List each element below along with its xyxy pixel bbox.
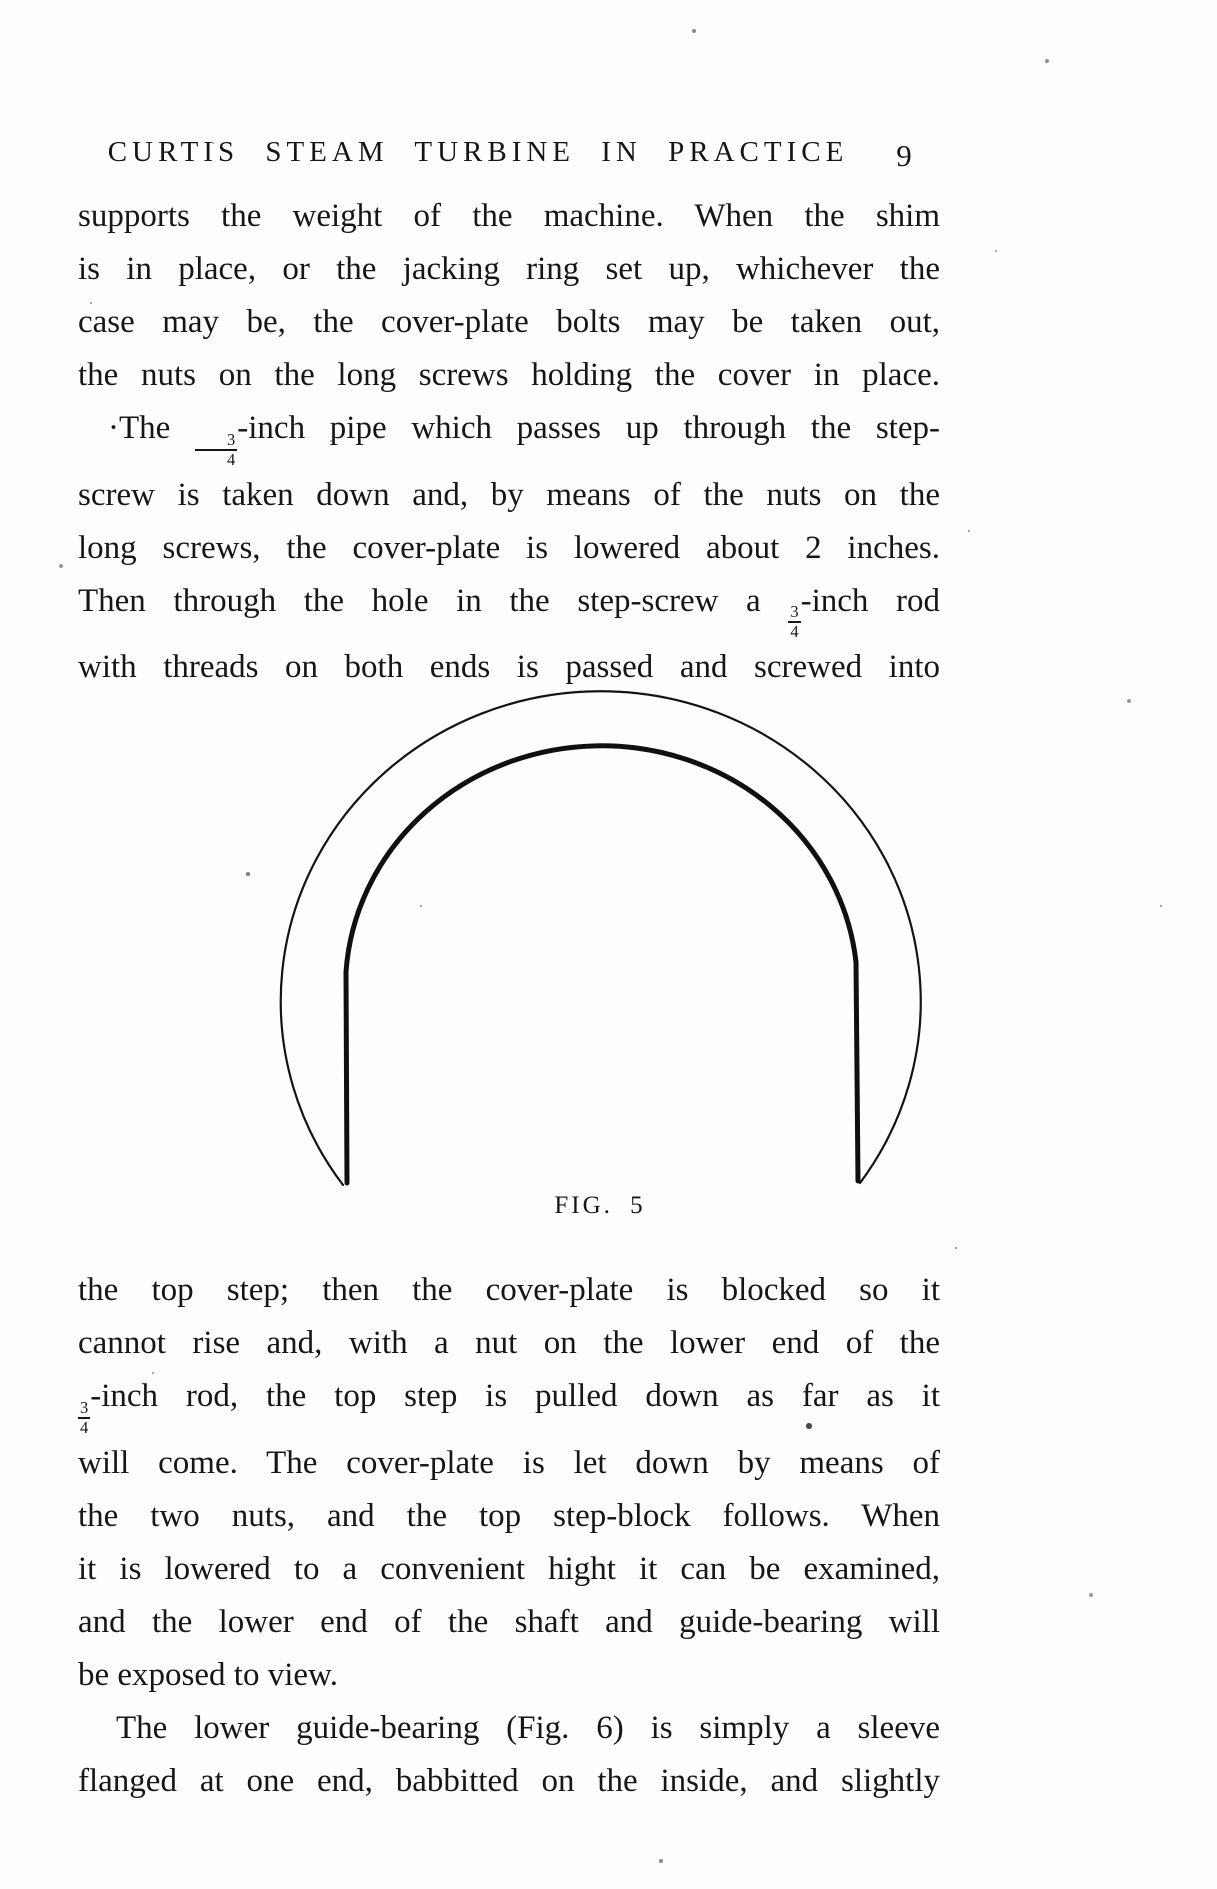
text-line: screw is taken down and, by means of the nuts on the	[78, 476, 940, 513]
text-line: and the lower end of the shaft and guide-bearing will	[78, 1603, 940, 1640]
figure-caption: FIG. 5	[554, 1192, 646, 1219]
paragraph	[78, 1702, 940, 1808]
body-text-above-figure	[78, 190, 940, 694]
text-line: the two nuts, and the top step-block follows. When	[78, 1497, 940, 1534]
text-line: cannot rise and, with a nut on the lower end of the	[78, 1325, 940, 1361]
body-text-below-figure	[78, 1264, 940, 1808]
text-line: ·The $\frac{3}{4}$ -inch pipe which passes up through the step-	[108, 410, 940, 469]
three-quarters-fraction: $\frac{3}{4}$	[80, 1397, 89, 1437]
text-line: Then through the hole in the step-screw a $\frac{3}{4}$ -inch rod	[78, 582, 940, 642]
inner-arc	[346, 746, 858, 1183]
three-quarters-fraction: $\frac{3}{4}$	[790, 602, 799, 642]
three-quarters-fraction: $\frac{3}{4}$	[195, 431, 237, 469]
text-line: flanged at one end, babbitted on the inside, and slightly	[78, 1762, 940, 1799]
paragraph	[78, 190, 940, 402]
text-line: with threads on both ends is passed and screwed into	[78, 649, 940, 686]
text-line: be exposed to view.	[78, 1656, 338, 1693]
running-header-title: CURTIS STEAM TURBINE IN PRACTICE	[107, 136, 849, 168]
scan-speckles	[0, 0, 2, 2]
text-line: the top step; then the cover-plate is blocked so it	[78, 1272, 940, 1308]
text-line: $\frac{3}{4}$ -inch rod, the top step is pulled down as far as it	[80, 1378, 940, 1437]
text-line: the nuts on the long screws holding the cover in place.	[78, 357, 940, 393]
text-line: long screws, the cover-plate is lowered about 2 inches.	[78, 529, 940, 566]
text-line: The lower guide-bearing (Fig. 6) is simply a sleeve	[116, 1709, 940, 1746]
text-line: will come. The cover-plate is let down by means of	[78, 1444, 940, 1481]
paragraph	[78, 1264, 940, 1702]
page-number: 9	[896, 138, 912, 173]
outer-arc	[281, 691, 921, 1185]
text-line: is in place, or the jacking ring set up, whichever the	[78, 251, 940, 287]
text-line: it is lowered to a convenient hight it can be examined,	[78, 1550, 940, 1587]
figure-5-horseshoe-drawing	[250, 650, 950, 1210]
text-line: case may be, the cover-plate bolts may be taken out,	[78, 304, 940, 340]
text-line: supports the weight of the machine. When the shim	[78, 198, 940, 234]
